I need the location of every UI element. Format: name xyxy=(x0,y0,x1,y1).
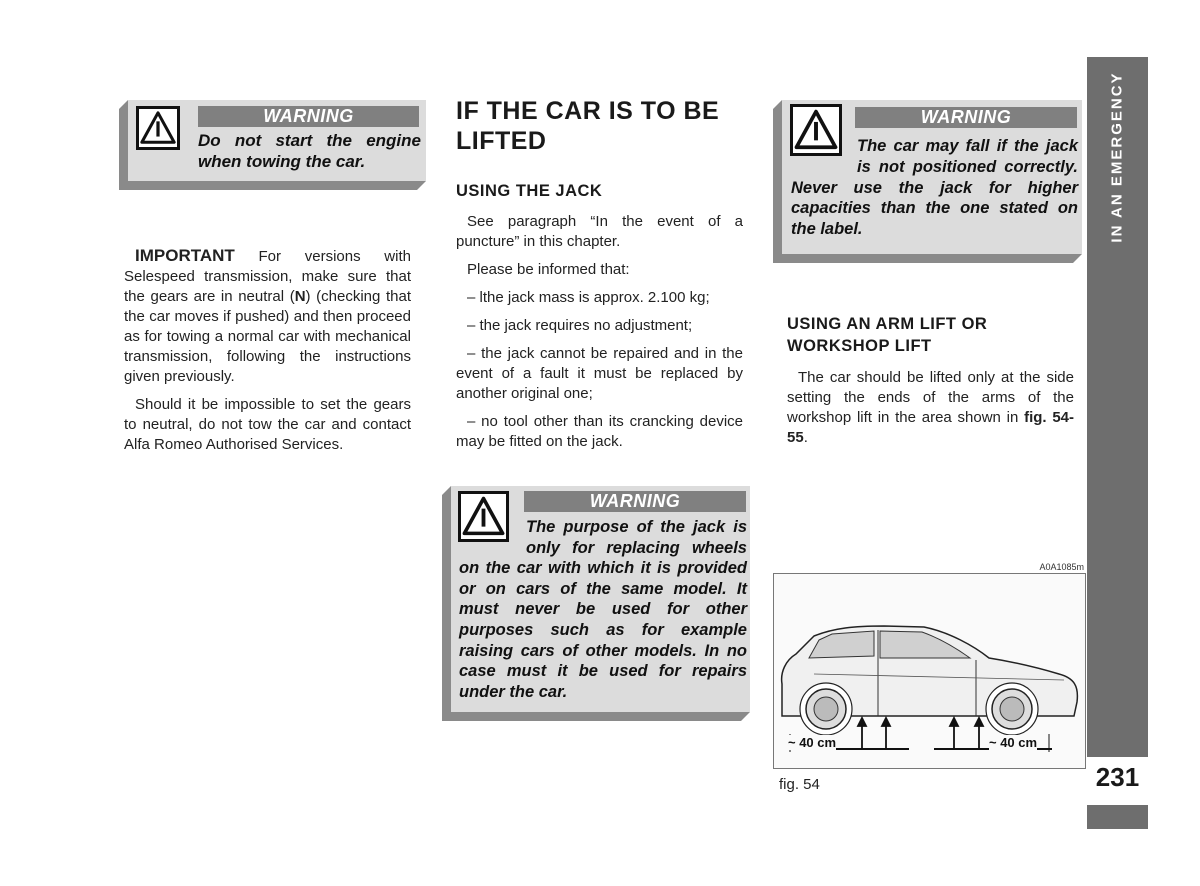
warning-text: Do not start the engine when towing the car. xyxy=(198,131,421,171)
paragraph-informed: Please be informed that: xyxy=(467,261,630,278)
paragraph-neutral: Should it be impossible to set the gears to neutral, do not tow the car and contact Alfa Romeo Authorised Services. xyxy=(124,396,411,453)
list-item: – lthe jack mass is approx. 2.100 kg; xyxy=(467,289,710,306)
warning-text: The purpose of the jack is only for replacing wheels on the car with which it is provided or on cars of the same model. It must never be used for other purposes such as for example raising cars of other models. In no case must it be used for repairs under the car. xyxy=(459,518,747,701)
neutral-gear-label: N xyxy=(294,288,306,305)
section-title: IF THE CAR IS TO BE LIFTED xyxy=(456,97,720,155)
figure-caption: fig. 54 xyxy=(779,776,820,793)
subsection-title-lift: USING AN ARM LIFT OR WORKSHOP LIFT xyxy=(787,315,988,355)
warning-heading: WARNING xyxy=(524,491,746,512)
paragraph-see: See paragraph “In the event of a puncture” in this chapter. xyxy=(456,213,743,250)
chapter-tab-label: IN AN EMERGENCY xyxy=(1108,71,1126,243)
paragraph-lift: The car should be lifted only at the side setting the ends of the arms of the workshop lift in the area shown in fig. 54-55. xyxy=(787,369,1075,446)
warning-box-towing xyxy=(128,100,426,181)
column-1-text xyxy=(124,246,411,463)
list-item: – no tool other than its crancking device may be fitted on the jack. xyxy=(456,413,743,450)
warning-triangle-icon xyxy=(136,106,180,150)
figure-reference: fig. 54-55 xyxy=(787,409,1075,446)
figure-lift-points xyxy=(773,573,1086,769)
paragraph-important: IMPORTANT For versions with Selespeed transmission, make sure that the gears are in neutral (N) (checking that the car moves if pushed) and then proceed as for towing a normal car with mechanical transmission, following the instructions given previously. xyxy=(124,246,411,385)
warning-box-jack-purpose xyxy=(451,486,750,712)
column-2-text xyxy=(456,212,743,460)
warning-heading: WARNING xyxy=(855,107,1077,128)
subsection-title-jack: USING THE JACK xyxy=(456,182,603,200)
dimension-label-right: ~ 40 cm xyxy=(989,735,1038,750)
warning-heading: WARNING xyxy=(198,106,419,127)
list-item: – the jack cannot be repaired and in the event of a fault it must be replaced by another original one; xyxy=(456,345,743,402)
list-item: – the jack requires no adjustment; xyxy=(467,317,693,334)
important-label: IMPORTANT xyxy=(135,246,235,265)
column-3-text xyxy=(787,368,1074,456)
warning-text: The car may fall if the jack is not positioned correctly. Never use the jack for higher capacities than the one stated on the label. xyxy=(791,137,1078,239)
warning-box-jack-fall xyxy=(782,100,1082,254)
page-number: 231 xyxy=(1095,762,1140,792)
figure-code: A0A1085m xyxy=(1039,562,1084,572)
dimension-label-left: ~ 40 cm xyxy=(788,735,837,750)
